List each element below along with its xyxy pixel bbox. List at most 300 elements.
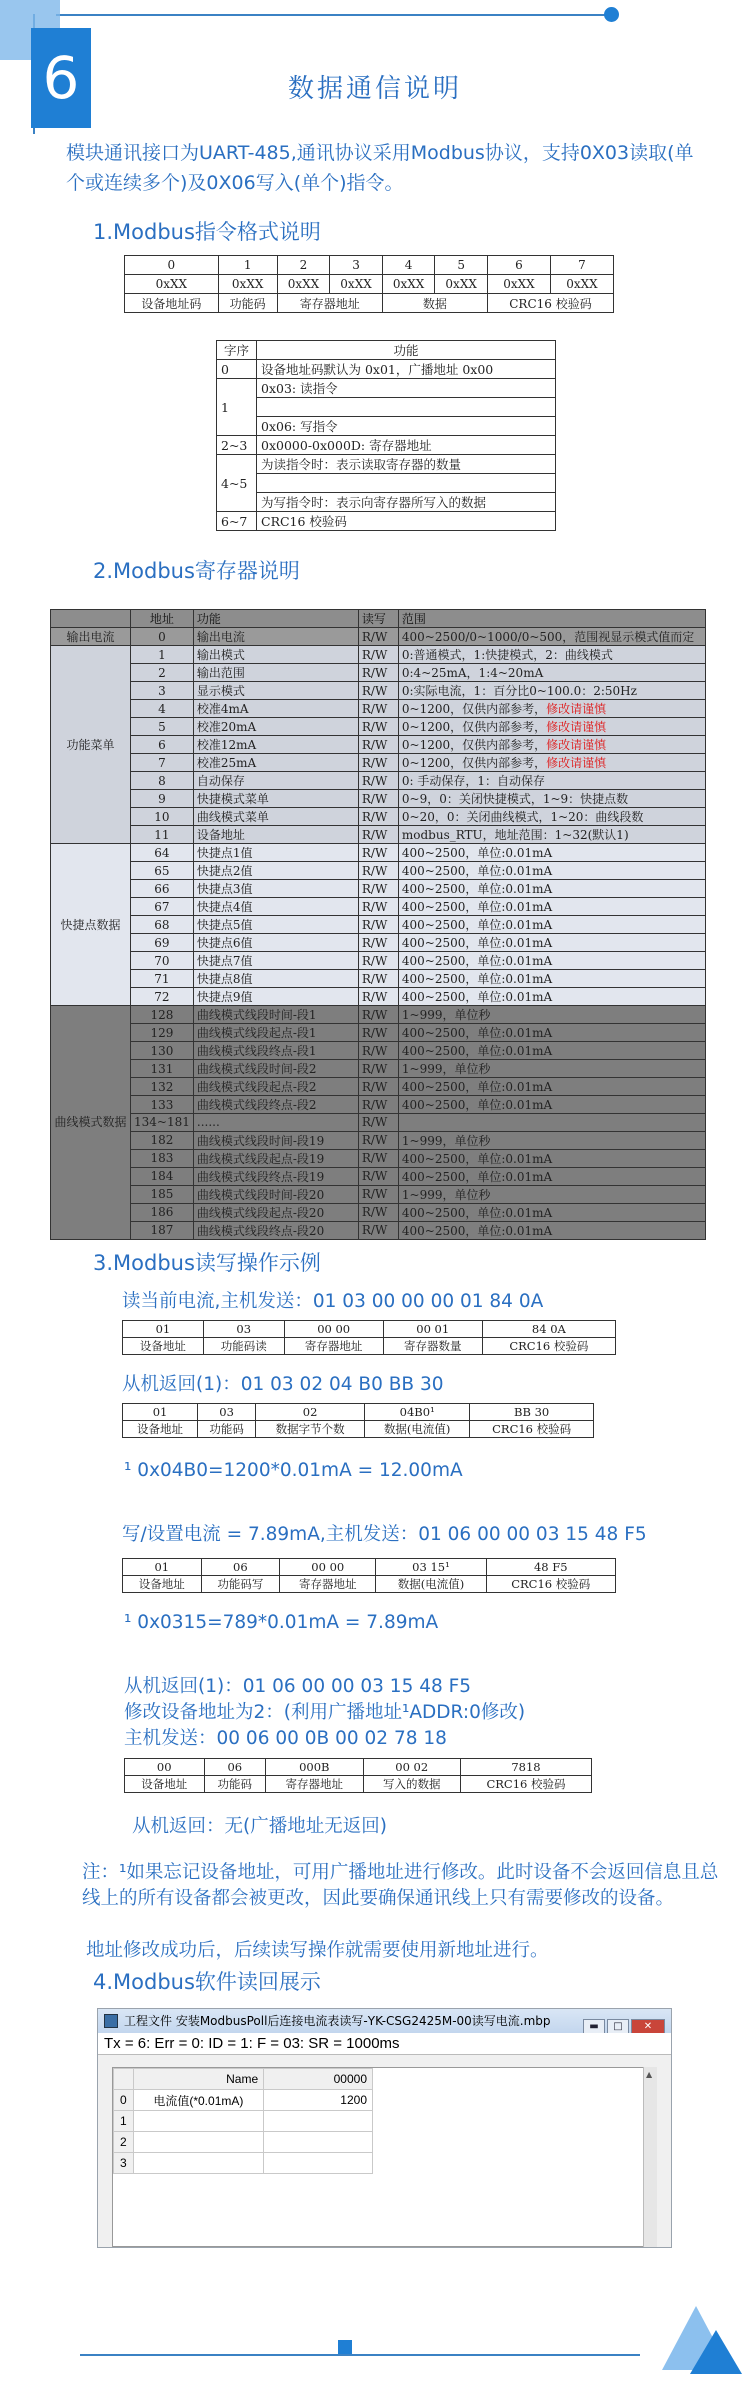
table-cell: 187 (131, 1221, 194, 1239)
table-row (125, 1776, 592, 1793)
table-cell: 00 02 (363, 1759, 460, 1776)
table-row (51, 916, 706, 934)
table-cell: 03 (198, 1404, 256, 1421)
section-3-title: 3.Modbus读写操作示例 (93, 1251, 321, 1275)
table-row (51, 988, 706, 1006)
table-row (125, 256, 614, 275)
table-cell: R/W (358, 1078, 398, 1096)
bottom-square-decoration (338, 2340, 352, 2354)
table-cell: 6~7 (217, 512, 257, 531)
table-cell: 快捷点9值 (193, 988, 358, 1006)
table-cell: 曲线模式线段时间-段1 (193, 1006, 358, 1024)
table-cell: 设备地址 (125, 1776, 205, 1793)
table-cell (398, 718, 705, 736)
table-cell: 曲线模式线段起点-段2 (193, 1078, 358, 1096)
table-row (51, 1060, 706, 1078)
intro-text: 模块通讯接口为UART-485,通讯协议采用Modbus协议，支持0X03读取(单个或连续多个)及0X06写入(单个)指令。 (66, 142, 694, 194)
table-row (51, 682, 706, 700)
table-cell: 400~2500，单位:0.01mA (398, 970, 705, 988)
example-slave-return-2: 从机返回(1)：01 06 00 00 03 15 48 F5 (124, 1676, 472, 1697)
table-row (51, 736, 706, 754)
table-cell: R/W (358, 1203, 398, 1221)
table-cell: 182 (131, 1131, 194, 1149)
table-cell: 0xXX (218, 275, 277, 294)
table-cell: 400~2500，单位:0.01mA (398, 1078, 705, 1096)
table-header: 地址 (131, 610, 194, 628)
table-cell: 1 (217, 379, 257, 436)
table-cell (398, 646, 705, 664)
table-cell: 06 (204, 1759, 266, 1776)
table-cell: 1 (218, 256, 277, 275)
note-broadcast: 注：¹如果忘记设备地址，可用广播地址进行修改。此时设备不会返回信息且总线上的所有设备都会被更改，因此要确保通讯线上只有需要修改的设备。 (82, 1862, 719, 1909)
table-cell: R/W (358, 952, 398, 970)
table-cell: 寄存器数量 (383, 1338, 482, 1355)
table-row (123, 1321, 616, 1338)
table-row (51, 808, 706, 826)
table-cell: 0xXX (277, 275, 330, 294)
table-cell: 曲线模式线段时间-段20 (193, 1185, 358, 1203)
table-cell: 0 (217, 360, 257, 379)
table-cell: 400~2500，单位:0.01mA (398, 862, 705, 880)
table-cell: 4 (382, 256, 435, 275)
row-value[interactable] (264, 2111, 373, 2132)
table-row (123, 1338, 616, 1355)
table-row (51, 862, 706, 880)
table-cell: 为读指令时：表示读取寄存器的数量 (257, 455, 556, 474)
section-number: 6 (31, 28, 91, 128)
table-cell: 84 0A (482, 1321, 615, 1338)
table-row (51, 1006, 706, 1024)
grid-row[interactable] (114, 2090, 373, 2111)
row-index: 3 (114, 2153, 134, 2174)
table-cell: 130 (131, 1042, 194, 1060)
table-cell: 68 (131, 916, 194, 934)
group-label: 功能菜单 (51, 646, 131, 844)
table-cell: R/W (358, 754, 398, 772)
table-cell: BB 30 (470, 1404, 594, 1421)
table-cell: 曲线模式线段终点-段20 (193, 1221, 358, 1239)
table-cell: 快捷点8值 (193, 970, 358, 988)
calculation-2: ¹ 0x0315=789*0.01mA = 7.89mA (124, 1612, 439, 1633)
table-cell: 数据(电流值) (365, 1421, 470, 1438)
table-cell: R/W (358, 1042, 398, 1060)
table-row (217, 512, 556, 531)
table-cell: R/W (358, 844, 398, 862)
row-value[interactable] (264, 2132, 373, 2153)
table-cell: 快捷模式菜单 (193, 790, 358, 808)
table-row (51, 970, 706, 988)
table-cell: 快捷点1值 (193, 844, 358, 862)
table-cell: 03 (203, 1321, 284, 1338)
table-cell: 数据 (382, 294, 487, 313)
table-cell: 0xXX (330, 275, 383, 294)
row-index: 2 (114, 2132, 134, 2153)
row-value[interactable]: 1200 (264, 2090, 373, 2111)
table-cell: 设备地址 (123, 1576, 202, 1593)
table-row (51, 1131, 706, 1149)
table-row (51, 844, 706, 862)
table-cell: 48 F5 (486, 1559, 616, 1576)
warning-text: 修改请谨慎 (546, 720, 607, 734)
table-cell: 0 (131, 628, 194, 646)
calculation-1: ¹ 0x04B0=1200*0.01mA = 12.00mA (124, 1460, 463, 1481)
table-cell: 6 (487, 256, 550, 275)
table-cell: 400~2500，单位:0.01mA (398, 844, 705, 862)
close-button[interactable]: ✕ (631, 2019, 665, 2033)
table-cell: 3 (330, 256, 383, 275)
table-cell: 0 (125, 256, 219, 275)
minimize-button[interactable]: ▬ (583, 2019, 605, 2033)
table-cell: 66 (131, 880, 194, 898)
table-cell: 为写指令时：表示向寄存器所写入的数据 (257, 493, 556, 512)
table-cell: 000B (266, 1759, 363, 1776)
table-cell: 134~181 (131, 1114, 194, 1132)
table-cell: 校准12mA (193, 736, 358, 754)
table-cell: R/W (358, 916, 398, 934)
table-cell: 1~999，单位秒 (398, 1060, 705, 1078)
table-cell: 0x06: 写指令 (257, 417, 556, 436)
row-name[interactable] (133, 2111, 264, 2132)
table-cell: 5 (131, 718, 194, 736)
table-row (217, 341, 556, 360)
table-cell (398, 682, 705, 700)
table-row (51, 772, 706, 790)
table-row (51, 1024, 706, 1042)
table-row (125, 275, 614, 294)
table-cell: R/W (358, 1221, 398, 1239)
table-cell: 184 (131, 1167, 194, 1185)
table-cell: 寄存器地址 (280, 1576, 376, 1593)
table-row (217, 398, 556, 417)
table-cell: 设备地址 (193, 826, 358, 844)
table-cell: R/W (358, 1006, 398, 1024)
table-cell: CRC16 校验码 (460, 1776, 591, 1793)
table-row (51, 1078, 706, 1096)
table-cell: CRC16 校验码 (486, 1576, 616, 1593)
range-text: modbus_RTU，地址范围：1~32(默认1) (401, 828, 629, 842)
table-cell: 设备地址 (123, 1338, 204, 1355)
table-cell: 400~2500，单位:0.01mA (398, 1149, 705, 1167)
warning-text: 修改请谨慎 (546, 702, 607, 716)
table-cell: 2 (277, 256, 330, 275)
table-cell (257, 398, 556, 417)
table-cell: 129 (131, 1024, 194, 1042)
top-border-line (56, 14, 616, 16)
table-cell: R/W (358, 664, 398, 682)
table-cell: 11 (131, 826, 194, 844)
table-cell: 设备地址码 (125, 294, 219, 313)
table-cell: 曲线模式线段终点-段1 (193, 1042, 358, 1060)
table-row (217, 417, 556, 436)
table-cell: 00 00 (280, 1559, 376, 1576)
table-cell: 1~999，单位秒 (398, 1131, 705, 1149)
table-cell: R/W (358, 970, 398, 988)
table-cell: 功能码 (218, 294, 277, 313)
table-cell: R/W (358, 790, 398, 808)
table-cell: 70 (131, 952, 194, 970)
table-cell (398, 1114, 705, 1132)
register-grid (112, 2067, 652, 2247)
table-cell: 7 (131, 754, 194, 772)
table-cell: 400~2500，单位:0.01mA (398, 1167, 705, 1185)
table-cell: 01 (123, 1559, 202, 1576)
range-text: 0~1200，仅供内部参考， (401, 720, 547, 734)
table-row (51, 1096, 706, 1114)
table-cell: 0x03: 读指令 (257, 379, 556, 398)
table-cell: R/W (358, 826, 398, 844)
row-index: 0 (114, 2090, 134, 2111)
table-cell: 输出电流 (193, 628, 358, 646)
table-cell: 3 (131, 682, 194, 700)
example-write-current: 写/设置电流 = 7.89mA,主机发送：01 06 00 00 03 15 48 F5 (122, 1524, 647, 1545)
table-row (123, 1576, 616, 1593)
table-row (51, 1114, 706, 1132)
range-text: 0~1200，仅供内部参考， (401, 702, 547, 716)
table-cell (398, 826, 705, 844)
table-cell: 400~2500，单位:0.01mA (398, 880, 705, 898)
table-header (51, 610, 131, 628)
table-row (51, 790, 706, 808)
example-2-table (122, 1403, 594, 1438)
table-cell: R/W (358, 898, 398, 916)
table-cell: 06 (201, 1559, 280, 1576)
group-label: 曲线模式数据 (51, 1006, 131, 1240)
table-cell: 10 (131, 808, 194, 826)
table-cell: 133 (131, 1096, 194, 1114)
group-label: 快捷点数据 (51, 844, 131, 1006)
table-row (51, 1167, 706, 1185)
scroll-up-icon[interactable]: ▲ (646, 2070, 653, 2079)
table-row (125, 294, 614, 313)
table-cell: 寄存器地址 (277, 294, 382, 313)
table-cell: 快捷点2值 (193, 862, 358, 880)
table-cell: 69 (131, 934, 194, 952)
table-cell: 1~999，单位秒 (398, 1185, 705, 1203)
section-4-title: 4.Modbus软件读回展示 (93, 1970, 321, 1994)
table-cell: R/W (358, 862, 398, 880)
example-1-table (122, 1320, 616, 1355)
table-cell: 9 (131, 790, 194, 808)
grid-row[interactable] (114, 2153, 373, 2174)
warning-text: 修改请谨慎 (546, 756, 607, 770)
table-row (51, 1042, 706, 1060)
vertical-scrollbar[interactable] (643, 2067, 657, 2247)
table-header: 字序 (217, 341, 257, 360)
table-row (123, 1559, 616, 1576)
table-cell: 64 (131, 844, 194, 862)
section-2-title: 2.Modbus寄存器说明 (93, 559, 300, 583)
table-row (217, 474, 556, 493)
row-value[interactable] (264, 2153, 373, 2174)
table-cell: R/W (358, 988, 398, 1006)
table-cell: 写入的数据 (363, 1776, 460, 1793)
table-cell: 功能码 (204, 1776, 266, 1793)
table-row (123, 1404, 594, 1421)
range-text: 0: 手动保存，1：自动保存 (401, 774, 546, 788)
table-row (125, 1759, 592, 1776)
table-cell: R/W (358, 880, 398, 898)
table-cell: R/W (358, 1114, 398, 1132)
table-cell: 2~3 (217, 436, 257, 455)
table-cell: 曲线模式线段时间-段2 (193, 1060, 358, 1078)
table-cell: R/W (358, 700, 398, 718)
range-text: 0:实际电流，1：百分比0~100.0：2:50Hz (401, 684, 637, 698)
table-cell: CRC16 校验码 (482, 1338, 615, 1355)
table-cell: 快捷点3值 (193, 880, 358, 898)
table-row (51, 898, 706, 916)
table-cell (257, 474, 556, 493)
status-line: Tx = 6: Err = 0: ID = 1: F = 03: SR = 1000ms (98, 2033, 671, 2055)
table-row (51, 934, 706, 952)
table-cell (398, 790, 705, 808)
table-cell: 400~2500，单位:0.01mA (398, 1203, 705, 1221)
window-title-bar[interactable] (98, 2009, 671, 2033)
table-row (51, 700, 706, 718)
table-cell: 132 (131, 1078, 194, 1096)
table-cell: R/W (358, 736, 398, 754)
table-header-row (51, 610, 706, 628)
group-label: 输出电流 (51, 628, 131, 646)
table-header: 功能 (257, 341, 556, 360)
table-cell: CRC16 校验码 (470, 1421, 594, 1438)
table-cell: 400~2500，单位:0.01mA (398, 898, 705, 916)
table-cell (398, 664, 705, 682)
table-row (51, 826, 706, 844)
table-cell (398, 772, 705, 790)
table-cell: R/W (358, 808, 398, 826)
table-cell: 400~2500，单位:0.01mA (398, 988, 705, 1006)
range-text: 0:4~25mA，1:4~20mA (401, 666, 544, 680)
table-cell: 快捷点7值 (193, 952, 358, 970)
corner-cell (114, 2069, 134, 2090)
triangle-decoration-dark (690, 2330, 742, 2374)
row-name[interactable] (133, 2132, 264, 2153)
table-header: 读写 (358, 610, 398, 628)
table-cell: 400~2500，单位:0.01mA (398, 1024, 705, 1042)
row-name[interactable] (133, 2153, 264, 2174)
range-text: 0~20，0：关闭曲线模式，1~20：曲线段数 (401, 810, 644, 824)
table-cell: R/W (358, 934, 398, 952)
table-cell: 0xXX (125, 275, 219, 294)
table-cell: 400~2500，单位:0.01mA (398, 934, 705, 952)
maximize-button[interactable]: □ (607, 2019, 629, 2033)
table-cell: R/W (358, 1096, 398, 1114)
table-cell: 1 (131, 646, 194, 664)
example-3-table (122, 1558, 616, 1593)
register-table (50, 609, 706, 1240)
row-name[interactable]: 电流值(*0.01mA) (133, 2090, 264, 2111)
note-new-address: 地址修改成功后，后续读写操作就需要使用新地址进行。 (86, 1940, 549, 1961)
table-cell: 01 (123, 1404, 198, 1421)
table-row (217, 455, 556, 474)
table-row (51, 628, 706, 646)
row-index: 1 (114, 2111, 134, 2132)
table-cell: 1~999，单位秒 (398, 1006, 705, 1024)
section-1-title: 1.Modbus指令格式说明 (93, 220, 321, 244)
table-row (217, 436, 556, 455)
table-row (51, 880, 706, 898)
table-cell: 曲线模式线段起点-段1 (193, 1024, 358, 1042)
table-cell: 快捷点6值 (193, 934, 358, 952)
modbus-poll-window (97, 2008, 672, 2248)
table-cell: R/W (358, 1167, 398, 1185)
table-cell: 6 (131, 736, 194, 754)
example-read-current: 读当前电流,主机发送：01 03 00 00 00 01 84 0A (122, 1291, 544, 1312)
table-cell: 5 (435, 256, 488, 275)
table-cell: 400~2500/0~1000/0~500，范围视显示模式值而定 (398, 628, 705, 646)
table-cell: 寄存器地址 (284, 1338, 383, 1355)
table-row (217, 379, 556, 398)
grid-row[interactable] (114, 2111, 373, 2132)
window-title: 工程文件 安装ModbusPoll后连接电流表读写-YK-CSG2425M-00读写电流.mbp (124, 2014, 551, 2028)
example-host-send: 主机发送：00 06 00 0B 00 02 78 18 (124, 1728, 447, 1749)
page-title: 数据通信说明 (287, 74, 462, 104)
table-cell: 快捷点5值 (193, 916, 358, 934)
table-cell: 00 (125, 1759, 205, 1776)
example-no-return: 从机返回：无(广播地址无返回) (132, 1816, 387, 1837)
table-cell: 曲线模式线段时间-段19 (193, 1131, 358, 1149)
table-header: 范围 (398, 610, 705, 628)
command-format-table (124, 255, 614, 313)
bottom-border-line (80, 2354, 640, 2356)
table-cell: 功能码写 (201, 1576, 280, 1593)
warning-text: 修改请谨慎 (546, 738, 607, 752)
table-cell: 输出范围 (193, 664, 358, 682)
grid-row[interactable] (114, 2132, 373, 2153)
table-cell: 曲线模式线段终点-段19 (193, 1167, 358, 1185)
table-cell: 设备地址码默认为 0x01，广播地址 0x00 (257, 360, 556, 379)
name-column-header[interactable]: Name (133, 2069, 264, 2090)
table-cell: 曲线模式线段终点-段2 (193, 1096, 358, 1114)
table-cell: R/W (358, 1024, 398, 1042)
table-cell: R/W (358, 1060, 398, 1078)
table-cell: 0xXX (435, 275, 488, 294)
table-cell: 183 (131, 1149, 194, 1167)
address-column-header[interactable]: 00000 (264, 2069, 373, 2090)
app-icon (104, 2014, 118, 2028)
table-cell: 数据(电流值) (376, 1576, 486, 1593)
range-text: 0~1200，仅供内部参考， (401, 738, 547, 752)
table-cell: 0xXX (487, 275, 550, 294)
table-cell: 7 (550, 256, 613, 275)
table-cell: 400~2500，单位:0.01mA (398, 1096, 705, 1114)
table-cell: 03 15¹ (376, 1559, 486, 1576)
table-cell (398, 808, 705, 826)
table-cell: 67 (131, 898, 194, 916)
table-cell: 8 (131, 772, 194, 790)
table-cell: R/W (358, 1131, 398, 1149)
table-cell: 04B0¹ (365, 1404, 470, 1421)
example-slave-return-1: 从机返回(1)：01 03 02 04 B0 BB 30 (122, 1374, 444, 1395)
table-cell: 0xXX (382, 275, 435, 294)
table-cell: 校准4mA (193, 700, 358, 718)
table-cell: 400~2500，单位:0.01mA (398, 1042, 705, 1060)
table-cell (398, 754, 705, 772)
table-cell (398, 700, 705, 718)
table-cell: CRC16 校验码 (257, 512, 556, 531)
top-right-dot (604, 7, 619, 22)
table-row (51, 646, 706, 664)
grid-header-row (114, 2069, 373, 2090)
table-row (51, 718, 706, 736)
table-cell: R/W (358, 646, 398, 664)
table-cell: 02 (256, 1404, 365, 1421)
window-controls (581, 2013, 665, 2033)
table-cell: 曲线模式线段起点-段19 (193, 1149, 358, 1167)
table-cell: 400~2500，单位:0.01mA (398, 952, 705, 970)
table-cell: 0xXX (550, 275, 613, 294)
table-row (217, 360, 556, 379)
